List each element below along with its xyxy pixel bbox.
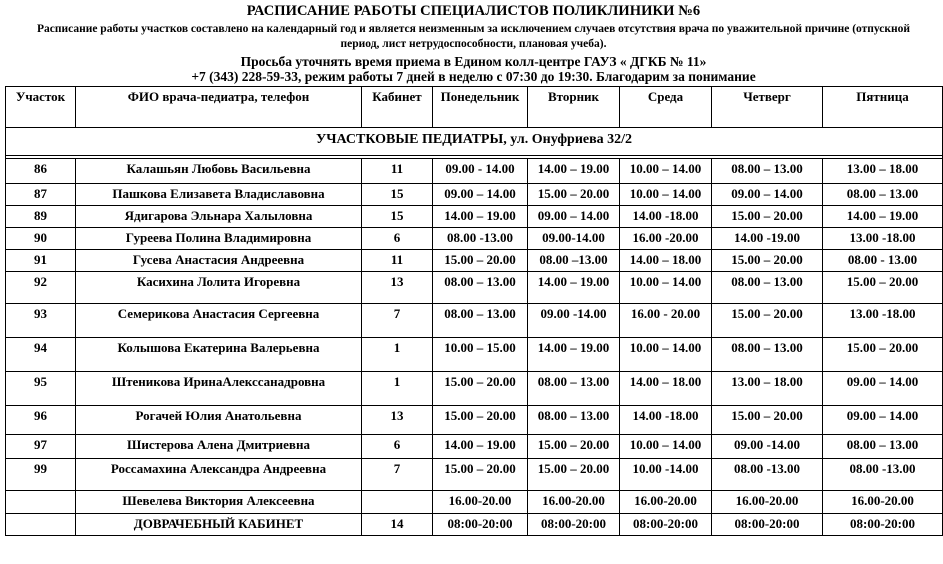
friday-cell: 08.00 – 13.00 [823, 183, 943, 205]
tuesday-cell: 08.00 – 13.00 [528, 405, 620, 434]
cabinet-cell: 11 [362, 249, 433, 271]
cabinet-cell [362, 490, 433, 513]
table-row [6, 183, 943, 205]
friday-cell: 13.00 -18.00 [823, 227, 943, 249]
page-title: РАСПИСАНИЕ РАБОТЫ СПЕЦИАЛИСТОВ ПОЛИКЛИНИКИ №6 [246, 3, 701, 19]
table-row [6, 227, 943, 249]
tuesday-cell: 15.00 – 20.00 [528, 183, 620, 205]
table-header-row [6, 86, 943, 127]
tuesday-cell: 08:00-20:00 [528, 513, 620, 535]
cabinet-cell: 6 [362, 434, 433, 458]
monday-cell: 08:00-20:00 [433, 513, 528, 535]
wednesday-cell: 14.00 -18.00 [620, 205, 712, 227]
thursday-cell: 09.00 – 14.00 [712, 183, 823, 205]
doctor-name-cell: ДОВРАЧЕБНЫЙ КАБИНЕТ [76, 513, 362, 535]
col-header-friday: Пятница [823, 86, 943, 127]
call-center-request: Просьба уточнять время приема в Едином колл-центре ГАУЗ « ДГКБ № 11» [240, 53, 707, 69]
table-row [6, 205, 943, 227]
thursday-cell: 08:00-20:00 [712, 513, 823, 535]
doctor-name-cell: Штеникова ИринаАлекссанадровна [76, 371, 362, 405]
friday-cell: 08.00 - 13.00 [823, 249, 943, 271]
doctor-name-cell: Касихина Лолита Игоревна [76, 271, 362, 303]
wednesday-cell: 16.00 - 20.00 [620, 303, 712, 337]
friday-cell: 08.00 – 13.00 [823, 434, 943, 458]
tuesday-cell: 15.00 – 20.00 [528, 434, 620, 458]
tuesday-cell: 08.00 – 13.00 [528, 371, 620, 405]
thursday-cell: 15.00 – 20.00 [712, 303, 823, 337]
doctor-name-cell: Рогачей Юлия Анатольевна [76, 405, 362, 434]
friday-cell: 15.00 – 20.00 [823, 337, 943, 371]
uchastok-cell: 89 [6, 205, 76, 227]
col-header-thursday: Четверг [712, 86, 823, 127]
thursday-cell: 09.00 -14.00 [712, 434, 823, 458]
friday-cell: 08:00-20:00 [823, 513, 943, 535]
doctor-name-cell: Колышова Екатерина Валерьевна [76, 337, 362, 371]
uchastok-cell: 94 [6, 337, 76, 371]
monday-cell: 10.00 – 15.00 [433, 337, 528, 371]
table-row [6, 371, 943, 405]
monday-cell: 14.00 – 19.00 [433, 434, 528, 458]
cabinet-cell: 1 [362, 371, 433, 405]
col-header-uchastok: Участок [6, 86, 76, 127]
monday-cell: 08.00 -13.00 [433, 227, 528, 249]
wednesday-cell: 08:00-20:00 [620, 513, 712, 535]
tuesday-cell: 09.00 – 14.00 [528, 205, 620, 227]
monday-cell: 15.00 – 20.00 [433, 371, 528, 405]
wednesday-cell: 10.00 -14.00 [620, 458, 712, 490]
cabinet-cell: 6 [362, 227, 433, 249]
section-row [6, 127, 943, 155]
cabinet-cell: 7 [362, 303, 433, 337]
uchastok-cell: 93 [6, 303, 76, 337]
doctor-name-cell: Шевелева Виктория Алексеевна [76, 490, 362, 513]
table-row [6, 337, 943, 371]
wednesday-cell: 10.00 – 14.00 [620, 183, 712, 205]
friday-cell: 13.00 – 18.00 [823, 158, 943, 183]
cabinet-cell: 14 [362, 513, 433, 535]
doctor-name-cell: Гусева Анастасия Андреевна [76, 249, 362, 271]
cabinet-cell: 11 [362, 158, 433, 183]
thursday-cell: 15.00 – 20.00 [712, 249, 823, 271]
monday-cell: 15.00 – 20.00 [433, 405, 528, 434]
wednesday-cell: 10.00 – 14.00 [620, 158, 712, 183]
thursday-cell: 13.00 – 18.00 [712, 371, 823, 405]
col-header-monday: Понедельник [433, 86, 528, 127]
tuesday-cell: 15.00 – 20.00 [528, 458, 620, 490]
wednesday-cell: 14.00 – 18.00 [620, 249, 712, 271]
doctor-name-cell: Ядигарова Эльнара Халыловна [76, 205, 362, 227]
thursday-cell: 08.00 – 13.00 [712, 337, 823, 371]
monday-cell: 16.00-20.00 [433, 490, 528, 513]
thursday-cell: 15.00 – 20.00 [712, 205, 823, 227]
monday-cell: 09.00 – 14.00 [433, 183, 528, 205]
tuesday-cell: 16.00-20.00 [528, 490, 620, 513]
uchastok-cell: 91 [6, 249, 76, 271]
cabinet-cell: 15 [362, 205, 433, 227]
doctor-name-cell: Шистерова Алена Дмитриевна [76, 434, 362, 458]
col-header-fio: ФИО врача-педиатра, телефон [76, 86, 362, 127]
doctor-name-cell: Пашкова Елизавета Владиславовна [76, 183, 362, 205]
friday-cell: 08.00 -13.00 [823, 458, 943, 490]
wednesday-cell: 16.00-20.00 [620, 490, 712, 513]
monday-cell: 15.00 – 20.00 [433, 249, 528, 271]
uchastok-cell [6, 490, 76, 513]
uchastok-cell: 92 [6, 271, 76, 303]
friday-cell: 16.00-20.00 [823, 490, 943, 513]
table-row [6, 434, 943, 458]
col-header-kabinet: Кабинет [362, 86, 433, 127]
uchastok-cell: 86 [6, 158, 76, 183]
friday-cell: 15.00 – 20.00 [823, 271, 943, 303]
doctor-name-cell: Россамахина Александра Андреевна [76, 458, 362, 490]
cabinet-cell: 1 [362, 337, 433, 371]
thursday-cell: 16.00-20.00 [712, 490, 823, 513]
contact-info: +7 (343) 228-59-33, режим работы 7 дней в неделю с 07:30 до 19:30. Благодарим за понимание [191, 69, 756, 85]
friday-cell: 14.00 – 19.00 [823, 205, 943, 227]
page-subtitle: Расписание работы участков составлено на календарный год и является неизменным за исключением случаев отсутствия врача по уважительной причине (отпускной период, лист нетрудоспособности, плановая учеба). [36, 22, 911, 51]
col-header-wednesday: Среда [620, 86, 712, 127]
friday-cell: 09.00 – 14.00 [823, 405, 943, 434]
section-label: УЧАСТКОВЫЕ ПЕДИАТРЫ, ул. Онуфриева 32/2 [6, 127, 943, 155]
thursday-cell: 08.00 -13.00 [712, 458, 823, 490]
tuesday-cell: 14.00 – 19.00 [528, 158, 620, 183]
uchastok-cell: 87 [6, 183, 76, 205]
tuesday-cell: 09.00 -14.00 [528, 303, 620, 337]
uchastok-cell [6, 513, 76, 535]
friday-cell: 09.00 – 14.00 [823, 371, 943, 405]
table-row [6, 513, 943, 535]
tuesday-cell: 14.00 – 19.00 [528, 271, 620, 303]
monday-cell: 14.00 – 19.00 [433, 205, 528, 227]
tuesday-cell: 09.00-14.00 [528, 227, 620, 249]
cabinet-cell: 15 [362, 183, 433, 205]
uchastok-cell: 95 [6, 371, 76, 405]
uchastok-cell: 97 [6, 434, 76, 458]
uchastok-cell: 99 [6, 458, 76, 490]
wednesday-cell: 10.00 – 14.00 [620, 271, 712, 303]
wednesday-cell: 14.00 – 18.00 [620, 371, 712, 405]
doctor-name-cell: Семерикова Анастасия Сергеевна [76, 303, 362, 337]
cabinet-cell: 7 [362, 458, 433, 490]
thursday-cell: 08.00 – 13.00 [712, 158, 823, 183]
table-row [6, 158, 943, 183]
thursday-cell: 15.00 – 20.00 [712, 405, 823, 434]
cabinet-cell: 13 [362, 405, 433, 434]
cabinet-cell: 13 [362, 271, 433, 303]
monday-cell: 08.00 – 13.00 [433, 271, 528, 303]
table-row [6, 303, 943, 337]
friday-cell: 13.00 -18.00 [823, 303, 943, 337]
monday-cell: 09.00 - 14.00 [433, 158, 528, 183]
table-row [6, 249, 943, 271]
uchastok-cell: 90 [6, 227, 76, 249]
thursday-cell: 08.00 – 13.00 [712, 271, 823, 303]
doctor-name-cell: Гуреева Полина Владимировна [76, 227, 362, 249]
table-row [6, 271, 943, 303]
schedule-table [5, 86, 943, 536]
uchastok-cell: 96 [6, 405, 76, 434]
monday-cell: 15.00 – 20.00 [433, 458, 528, 490]
doctor-name-cell: Калашьян Любовь Васильевна [76, 158, 362, 183]
monday-cell: 08.00 – 13.00 [433, 303, 528, 337]
col-header-tuesday: Вторник [528, 86, 620, 127]
wednesday-cell: 14.00 -18.00 [620, 405, 712, 434]
wednesday-cell: 16.00 -20.00 [620, 227, 712, 249]
wednesday-cell: 10.00 – 14.00 [620, 434, 712, 458]
table-row [6, 405, 943, 434]
tuesday-cell: 08.00 –13.00 [528, 249, 620, 271]
wednesday-cell: 10.00 – 14.00 [620, 337, 712, 371]
table-row [6, 490, 943, 513]
tuesday-cell: 14.00 – 19.00 [528, 337, 620, 371]
thursday-cell: 14.00 -19.00 [712, 227, 823, 249]
table-row [6, 458, 943, 490]
